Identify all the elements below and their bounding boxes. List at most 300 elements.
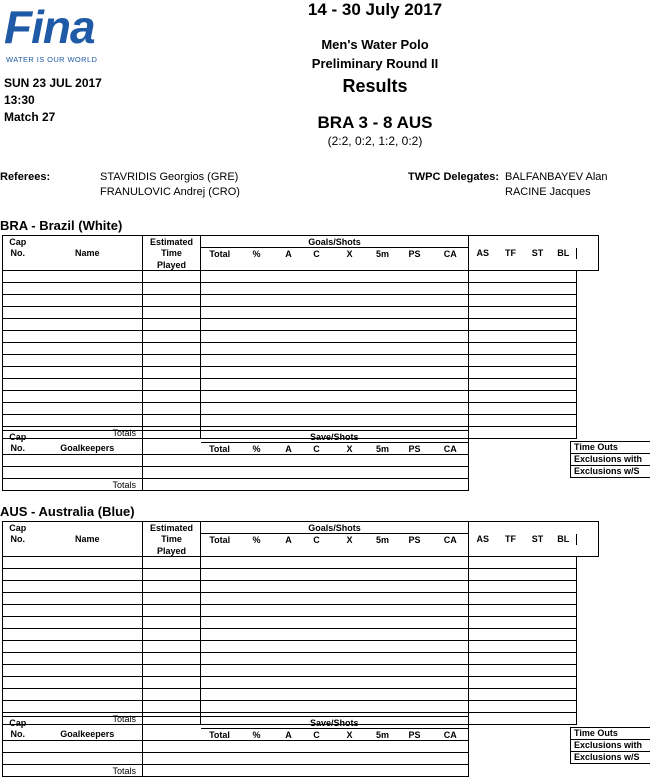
stat-cell [239, 557, 275, 569]
total-cell [331, 479, 369, 491]
col-tf: TF [505, 534, 516, 545]
stat-st [525, 617, 551, 629]
stat-tf [497, 665, 525, 677]
stat-as [469, 415, 497, 427]
stat-bl [551, 283, 577, 295]
stat-cell [303, 593, 331, 605]
player-name [33, 415, 143, 427]
stat-cell [303, 331, 331, 343]
stat-bl [551, 605, 577, 617]
stat-cell [201, 581, 239, 593]
col-c: C [313, 248, 320, 259]
table-row [3, 307, 599, 319]
col-x: X [346, 248, 353, 259]
col-blank [143, 467, 201, 479]
cap-number [3, 641, 33, 653]
cap-number [3, 689, 33, 701]
stat-bl [551, 581, 577, 593]
time-played [143, 391, 201, 403]
stat-cell [369, 415, 397, 427]
stat-cell [275, 415, 303, 427]
stat-st [525, 307, 551, 319]
stat-cell [331, 367, 369, 379]
time-played [143, 367, 201, 379]
stat-cell [239, 581, 275, 593]
stat-cell [303, 379, 331, 391]
stat-cell [433, 653, 469, 665]
stat-cell [397, 391, 433, 403]
col-cap: Cap [3, 431, 33, 443]
stat-cell [397, 355, 433, 367]
stat-cell [201, 629, 239, 641]
col-goalkeepers: Goalkeepers [33, 443, 143, 455]
col-blank [551, 545, 577, 557]
stat-cell [331, 415, 369, 427]
col-ca: CA [433, 729, 469, 741]
stat-tf [497, 629, 525, 641]
stat-as [469, 605, 497, 617]
col-blank [33, 545, 143, 557]
col-total: Total [209, 248, 231, 259]
team-title: AUS - Australia (Blue) [0, 504, 135, 519]
col-blank [33, 259, 143, 271]
time-played [143, 331, 201, 343]
total-cell [331, 765, 369, 777]
stat-cell [331, 557, 369, 569]
fina-logo: Fina [4, 1, 95, 53]
cap-number [3, 581, 33, 593]
table-row [3, 593, 599, 605]
col-blank [331, 259, 369, 271]
player-name [33, 391, 143, 403]
stat-cell [331, 641, 369, 653]
stat-cell [303, 605, 331, 617]
stat-bl [551, 641, 577, 653]
stat-cell [331, 677, 369, 689]
col-a: A [275, 729, 303, 741]
stat-cell [239, 271, 275, 283]
table-row [3, 557, 599, 569]
col-estimated: Estimated [143, 236, 201, 248]
player-name [33, 701, 143, 713]
col-as: AS [469, 534, 497, 546]
stat-cell [433, 581, 469, 593]
stat-as [469, 307, 497, 319]
stat-cell [433, 367, 469, 379]
save-cell [275, 741, 303, 753]
col-ps: PS [408, 534, 421, 545]
stat-cell [239, 331, 275, 343]
stat-cell [331, 343, 369, 355]
col-no: No. [3, 729, 33, 741]
score-line: BRA 3 - 8 AUS [317, 113, 433, 132]
table-row [3, 629, 599, 641]
player-name [33, 741, 143, 753]
stat-cell [369, 403, 397, 415]
stat-cell [369, 355, 397, 367]
stat-cell [331, 689, 369, 701]
stat-st [525, 319, 551, 331]
stat-cell [433, 319, 469, 331]
cap-number [3, 355, 33, 367]
table-row [3, 343, 599, 355]
referee-name: FRANULOVIC Andrej (CRO) [100, 186, 240, 198]
stat-cell [201, 617, 239, 629]
stat-cell [239, 629, 275, 641]
col-total: Total [201, 443, 239, 455]
player-name [33, 665, 143, 677]
stat-bl [551, 355, 577, 367]
stat-cell [433, 379, 469, 391]
stat-cell [201, 331, 239, 343]
stat-cell [369, 379, 397, 391]
save-cell [275, 753, 303, 765]
table-row [3, 355, 599, 367]
col-bl: BL [551, 534, 577, 546]
stat-cell [397, 689, 433, 701]
stat-cell [433, 689, 469, 701]
stat-cell [239, 283, 275, 295]
stat-cell [397, 617, 433, 629]
stat-cell [331, 295, 369, 307]
stat-cell [369, 331, 397, 343]
stat-cell [397, 379, 433, 391]
col-ca: CA [443, 248, 457, 259]
col-blank [397, 545, 433, 557]
col-blank [143, 741, 201, 753]
stat-st [525, 557, 551, 569]
cap-number [3, 629, 33, 641]
time-played [143, 665, 201, 677]
stat-cell [239, 701, 275, 713]
stat-as [469, 343, 497, 355]
stat-as [469, 367, 497, 379]
save-cell [303, 467, 331, 479]
col-blank [551, 259, 577, 271]
table-row [3, 677, 599, 689]
stat-cell [369, 367, 397, 379]
match-date: SUN 23 JUL 2017 [4, 76, 102, 90]
col-extra [497, 236, 599, 248]
col-5m: 5m [375, 534, 389, 545]
col-blank [369, 545, 397, 557]
stat-cell [331, 701, 369, 713]
total-tf [497, 427, 525, 439]
stat-cell [369, 689, 397, 701]
col-ca: CA [443, 534, 457, 545]
stat-tf [497, 689, 525, 701]
cap-number [3, 605, 33, 617]
player-name [33, 283, 143, 295]
stat-cell [369, 307, 397, 319]
table-row [3, 581, 599, 593]
stat-as [469, 271, 497, 283]
stat-tf [497, 403, 525, 415]
col-x: X [331, 443, 369, 455]
col-blank [275, 545, 303, 557]
table-row [3, 391, 599, 403]
col-5m: 5m [369, 443, 397, 455]
stat-st [525, 343, 551, 355]
stat-tf [497, 331, 525, 343]
col-estimated: Estimated [143, 522, 201, 534]
cap-number [3, 569, 33, 581]
col-blank [239, 259, 275, 271]
stat-cell [369, 701, 397, 713]
cap-number [3, 617, 33, 629]
referee-name: STAVRIDIS Georgios (GRE) [100, 171, 239, 183]
stat-cell [397, 641, 433, 653]
delegate-name: BALFANBAYEV Alan [505, 171, 608, 183]
player-name [33, 653, 143, 665]
player-name [33, 355, 143, 367]
stat-cell [433, 403, 469, 415]
stat-cell [433, 557, 469, 569]
total-as [469, 427, 497, 439]
stat-cell [201, 689, 239, 701]
stat-cell [369, 617, 397, 629]
time-played [143, 641, 201, 653]
stat-cell [275, 653, 303, 665]
stat-cell [433, 331, 469, 343]
stat-cell [303, 295, 331, 307]
save-cell [433, 741, 469, 753]
stat-cell [303, 415, 331, 427]
stat-cell [397, 677, 433, 689]
stat-cell [201, 403, 239, 415]
stat-cell [239, 665, 275, 677]
table-row [3, 295, 599, 307]
col-st: ST [531, 248, 544, 259]
stat-cell [331, 379, 369, 391]
cap-number [3, 283, 33, 295]
stat-bl [551, 557, 577, 569]
stat-cell [239, 307, 275, 319]
stat-cell [433, 677, 469, 689]
save-cell [397, 455, 433, 467]
stat-as [469, 319, 497, 331]
table-row [3, 605, 599, 617]
col-blank [239, 545, 275, 557]
stat-st [525, 283, 551, 295]
time-played [143, 379, 201, 391]
total-cell [303, 479, 331, 491]
match-time: 13:30 [4, 93, 35, 107]
player-name [33, 617, 143, 629]
stat-cell [201, 557, 239, 569]
total-cell [303, 765, 331, 777]
time-played [143, 581, 201, 593]
col-time: Time [143, 534, 201, 546]
player-name [33, 367, 143, 379]
stat-as [469, 379, 497, 391]
stat-tf [497, 295, 525, 307]
table-row [3, 283, 599, 295]
player-name [33, 593, 143, 605]
col-blank [303, 545, 331, 557]
cap-number [3, 701, 33, 713]
team-title: BRA - Brazil (White) [0, 218, 123, 233]
stat-cell [303, 367, 331, 379]
cap-number [3, 331, 33, 343]
total-cell [239, 479, 275, 491]
cap-number [3, 653, 33, 665]
cap-number [3, 403, 33, 415]
goalkeeper-totals-row [3, 765, 469, 777]
col-blank [143, 431, 201, 443]
player-name [33, 307, 143, 319]
stat-cell [369, 581, 397, 593]
total-st [525, 427, 551, 439]
stat-cell [397, 629, 433, 641]
stat-as [469, 391, 497, 403]
table-row [3, 689, 599, 701]
col-tf: TF [505, 248, 516, 259]
stat-st [525, 653, 551, 665]
time-played [143, 701, 201, 713]
stat-tf [497, 283, 525, 295]
stat-st [525, 605, 551, 617]
stat-cell [201, 367, 239, 379]
total-tf [497, 713, 525, 725]
stat-tf [497, 581, 525, 593]
col-blank [143, 729, 201, 741]
col-cap: Cap [3, 522, 33, 534]
col-goalkeepers: Goalkeepers [33, 729, 143, 741]
stat-bl [551, 569, 577, 581]
stat-bl [551, 319, 577, 331]
stat-cell [331, 283, 369, 295]
stat-cell [433, 415, 469, 427]
stat-st [525, 379, 551, 391]
col-gap [469, 236, 497, 248]
stat-bl [551, 307, 577, 319]
table-row [3, 653, 599, 665]
document-title: Results [342, 76, 408, 96]
date-range: 14 - 30 July 2017 [307, 0, 443, 19]
stat-bl [551, 665, 577, 677]
time-played [143, 295, 201, 307]
stat-cell [201, 641, 239, 653]
stat-cell [331, 581, 369, 593]
col-blank [143, 765, 201, 777]
stat-cell [201, 569, 239, 581]
col-blank [33, 431, 143, 443]
stat-cell [397, 593, 433, 605]
col-blank [33, 717, 143, 729]
cap-number [3, 753, 33, 765]
stat-cell [433, 593, 469, 605]
stat-cell [201, 343, 239, 355]
col-blank [201, 259, 239, 271]
referees-label: Referees: [0, 171, 51, 183]
stat-cell [201, 319, 239, 331]
col-pct: % [239, 729, 275, 741]
stat-as [469, 295, 497, 307]
time-played [143, 271, 201, 283]
save-cell [433, 455, 469, 467]
player-name [33, 581, 143, 593]
stat-cell [239, 689, 275, 701]
player-name [33, 641, 143, 653]
stat-cell [433, 295, 469, 307]
timeouts-exclusions-box [570, 727, 650, 764]
save-cell [275, 455, 303, 467]
col-blank [525, 545, 551, 557]
stat-cell [275, 331, 303, 343]
col-blank [143, 479, 201, 491]
stat-cell [303, 403, 331, 415]
stat-cell [201, 677, 239, 689]
stat-cell [275, 629, 303, 641]
stat-tf [497, 617, 525, 629]
stat-cell [303, 677, 331, 689]
table-row [3, 379, 599, 391]
stat-cell [397, 307, 433, 319]
stat-cell [369, 569, 397, 581]
stat-cell [331, 605, 369, 617]
col-a: A [275, 443, 303, 455]
col-total: Total [209, 534, 231, 545]
stat-cell [369, 391, 397, 403]
stat-cell [201, 701, 239, 713]
col-pct: % [252, 248, 261, 259]
stat-cell [275, 367, 303, 379]
stat-st [525, 415, 551, 427]
stat-cell [397, 271, 433, 283]
stat-cell [397, 319, 433, 331]
stat-cell [239, 355, 275, 367]
table-row [3, 641, 599, 653]
col-blank [497, 259, 525, 271]
stat-cell [331, 569, 369, 581]
player-name [33, 753, 143, 765]
stat-cell [433, 641, 469, 653]
col-goals-shots: Goals/Shots [201, 522, 469, 534]
col-c: C [303, 729, 331, 741]
stat-cell [303, 283, 331, 295]
col-a: A [285, 534, 292, 545]
stat-bl [551, 689, 577, 701]
col-no: No. [3, 534, 33, 546]
total-cell [397, 479, 433, 491]
time-played [143, 343, 201, 355]
stat-cell [331, 629, 369, 641]
total-bl [551, 713, 577, 725]
stat-tf [497, 593, 525, 605]
stat-bl [551, 415, 577, 427]
col-st: ST [531, 534, 544, 545]
logo-tagline: WATER IS OUR WORLD [6, 55, 98, 64]
stat-cell [331, 355, 369, 367]
stat-st [525, 355, 551, 367]
stat-st [525, 295, 551, 307]
player-name [33, 343, 143, 355]
col-pct: % [239, 443, 275, 455]
stat-cell [275, 271, 303, 283]
stat-st [525, 701, 551, 713]
cap-number [3, 343, 33, 355]
timeouts-exclusions-box [570, 441, 650, 478]
col-pct: % [252, 534, 261, 545]
col-spacer [577, 248, 599, 260]
stat-as [469, 641, 497, 653]
stat-cell [239, 343, 275, 355]
stat-cell [275, 379, 303, 391]
stat-st [525, 331, 551, 343]
stat-bl [551, 331, 577, 343]
stat-cell [275, 557, 303, 569]
